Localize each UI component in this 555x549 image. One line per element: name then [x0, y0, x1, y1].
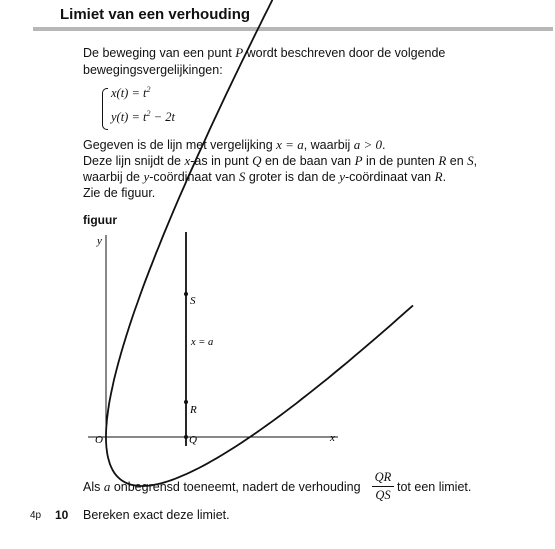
figure-label: figuur — [83, 213, 117, 227]
fraction-denominator: QS — [375, 488, 391, 502]
line-label: x = a — [191, 337, 214, 348]
equation-y: $y(t) = t^2 - 2t$ — [111, 109, 175, 124]
point-r-dot — [184, 400, 188, 404]
y-axis-label: y — [97, 235, 102, 247]
point-r-label: R — [190, 404, 197, 416]
ratio-fraction — [372, 470, 394, 503]
point-s-label: S — [190, 295, 196, 307]
point-q-dot — [184, 435, 188, 439]
point-s-dot — [184, 292, 188, 296]
given-line-1: Gegeven is de lijn met vergelijking x = a, waarbij a > 0. — [83, 137, 386, 152]
given-line-2: Deze lijn snijdt de x-as in punt Q en de baan van P in de punten R en S, — [83, 153, 478, 168]
origin-label: O — [95, 434, 103, 446]
question-number: 10 — [55, 508, 69, 522]
x-axis-label: x — [330, 432, 335, 444]
curve-lower-branch — [106, 305, 413, 486]
question-points: 4p — [30, 510, 42, 521]
intro-line-2: bewegingsvergelijkingen: — [83, 63, 223, 77]
closing-text: Als a onbegrensd toeneemt, nadert de verhouding — [83, 479, 361, 494]
question-text: Bereken exact deze limiet. — [83, 508, 230, 522]
fraction-numerator: QR — [374, 470, 392, 484]
given-line-4: Zie de figuur. — [83, 186, 156, 200]
equation-x: $x(t) = t^2$ — [111, 85, 151, 100]
intro-line-1: De beweging van een punt P wordt beschreven door de volgende — [83, 45, 446, 60]
curve-upper-branch — [106, 0, 272, 437]
fraction-bar — [372, 486, 394, 487]
point-q-label: Q — [189, 434, 197, 446]
page-title: Limiet van een verhouding — [60, 6, 251, 23]
closing-text-end: tot een limiet. — [397, 480, 472, 494]
given-line-3: waarbij de y-coördinaat van S groter is dan de y-coördinaat van R. — [83, 169, 447, 184]
